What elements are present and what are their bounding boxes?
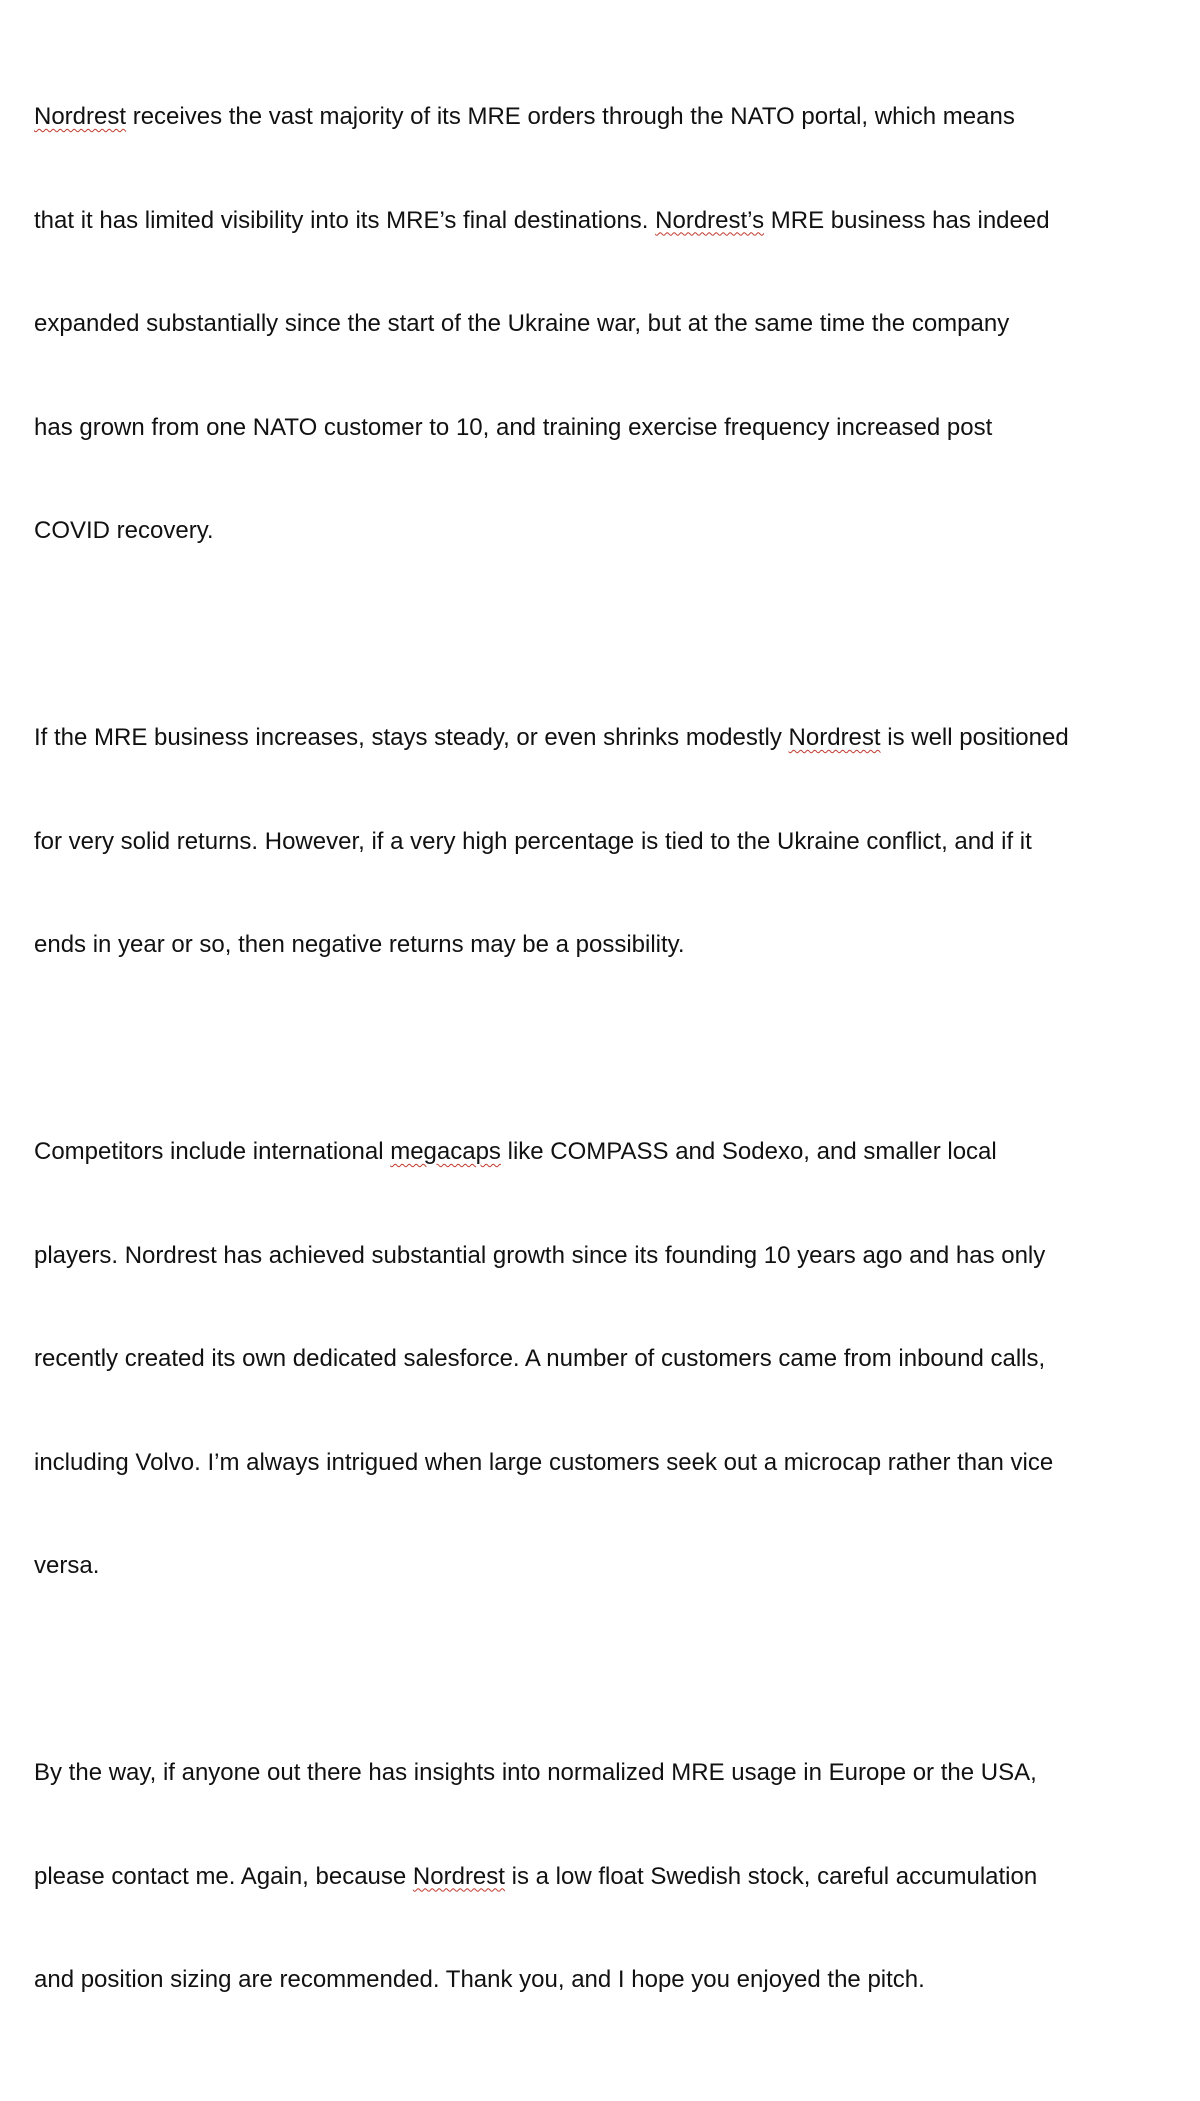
text-run: MRE business has indeed: [764, 206, 1050, 234]
text-run: and position sizing are recommended. Thank you, and I hope you enjoyed the pitch.: [34, 1966, 925, 1993]
text-run: please contact me. Again, because: [34, 1862, 413, 1890]
text-run: expanded substantially since the start of the Ukraine war, but at the same time the company: [34, 310, 1010, 337]
text-run: players. Nordrest has achieved substantial growth since its founding 10 years ago and has only: [34, 1241, 1046, 1269]
text-run: for very solid returns. However, if a very high percentage is tied to the Ukraine conflict, and if it: [34, 827, 1032, 855]
text-line: [34, 514, 1174, 549]
text-run: including Volvo. I’m always intrigued when large customers seek out a microcap rather than vice: [34, 1448, 1054, 1476]
paragraph-2: [34, 652, 1174, 1032]
text-line: [34, 1135, 1174, 1170]
text-run: receives the vast majority of its MRE orders through the NATO portal, which means: [126, 103, 1015, 130]
text-run: Competitors include international: [34, 1138, 391, 1165]
text-line: [34, 721, 1174, 756]
paragraph-1: [34, 31, 1174, 618]
misspelled-word[interactable]: Nordrest: [34, 103, 127, 130]
text-run: ends in year or so, then negative returns may be a possibility.: [34, 931, 685, 958]
misspelled-word[interactable]: Nordrest: [788, 724, 881, 751]
text-line: [34, 1963, 1174, 1998]
text-run: recently created its own dedicated salesforce. A number of customers came from inbound calls,: [34, 1345, 1046, 1372]
text-line: [34, 928, 1174, 963]
text-line: [34, 1342, 1174, 1377]
text-line: [34, 1549, 1174, 1584]
text-line: [34, 1446, 1174, 1481]
paragraph-4: [34, 1687, 1174, 2067]
text-run: that it has limited visibility into its MRE’s final destinations.: [34, 206, 656, 234]
text-line: [34, 100, 1174, 135]
document-body: [34, 31, 1174, 2101]
text-line: [34, 204, 1174, 239]
text-run: like COMPASS and Sodexo, and smaller local: [500, 1138, 997, 1165]
text-run: is a low float Swedish stock, careful accumulation: [504, 1862, 1038, 1890]
text-run: has grown from one NATO customer to 10, and training exercise frequency increased post: [34, 413, 993, 441]
text-run: is well positioned: [880, 724, 1069, 751]
text-line: [34, 1756, 1174, 1791]
text-line: [34, 1860, 1174, 1895]
misspelled-word[interactable]: Nordrest’s: [655, 206, 765, 234]
text-run: versa.: [34, 1552, 100, 1579]
text-run: If the MRE business increases, stays steady, or even shrinks modestly: [34, 724, 789, 751]
text-run: COVID recovery.: [34, 517, 214, 544]
paragraph-3: [34, 1066, 1174, 1653]
text-line: [34, 825, 1174, 860]
misspelled-word[interactable]: megacaps: [390, 1138, 501, 1165]
text-line: [34, 1239, 1174, 1274]
misspelled-word[interactable]: Nordrest: [412, 1862, 505, 1890]
text-run: By the way, if anyone out there has insights into normalized MRE usage in Europe or the USA,: [34, 1759, 1037, 1786]
text-line: [34, 307, 1174, 342]
text-line: [34, 411, 1174, 446]
